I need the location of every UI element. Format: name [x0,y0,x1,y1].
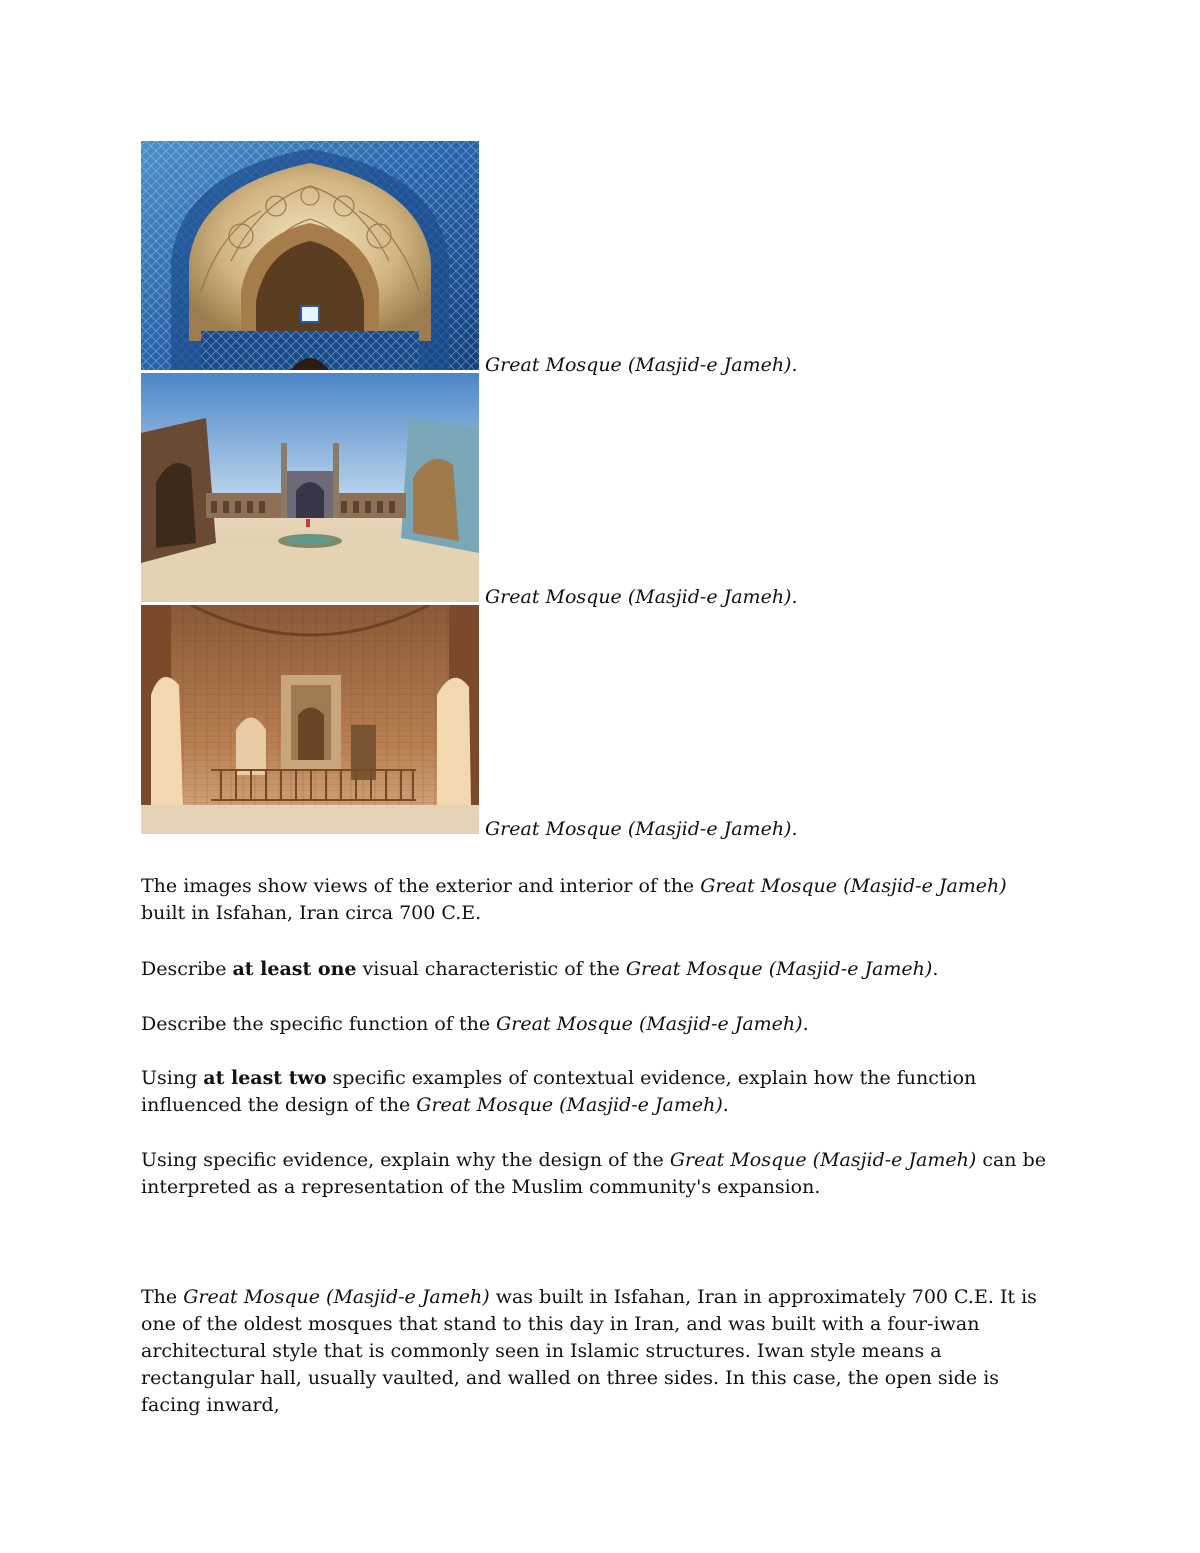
mosque-name-italic: Great Mosque (Masjid-e Jameh) [700,875,1007,897]
figure-1-caption: Great Mosque (Masjid-e Jameh). [485,354,798,376]
courtyard-photo [141,373,479,602]
figure-1 [141,141,1041,376]
question-3 [141,1065,1051,1119]
prompt-intro-text: The images show views of the exterior and interior of the [141,875,701,897]
question-1 [141,956,1051,983]
interior-hall-photo [141,605,479,834]
figure-3-caption: Great Mosque (Masjid-e Jameh). [485,818,798,840]
question-2 [141,1011,1051,1038]
figure-2-caption: Great Mosque (Masjid-e Jameh). [485,586,798,608]
mosque-name-italic: Great Mosque (Masjid-e Jameh) [416,1094,723,1116]
question-2-text: Describe the specific function of the [141,1013,497,1035]
mosque-name-italic: Great Mosque (Masjid-e Jameh) [669,1149,977,1171]
question-1-text-mid: visual characteristic of the [356,958,626,980]
question-3-period: . [722,1094,729,1116]
question-1-bold: at least one [232,958,357,980]
question-4-text: Using specific evidence, explain why the design of the [141,1149,670,1171]
answer-text-body: was built in Isfahan, Iran in approximately 700 C.E. It is one of the oldest mosques that stand to this day in Iran, and was built with a four-iwan architectural style that is commonly seen in Islamic structures. Iwan style means a rectangular hall, usually vaulted, and walled on three sides. In this case, the open side is facing inward, [141,1286,1037,1416]
question-1-text: Describe [141,958,233,980]
answer-text: The [141,1286,184,1308]
question-3-text-mid: specific examples of contextual evidence, explain how the function influenced the design of the [141,1067,977,1116]
iwan-vault-photo [141,141,479,370]
question-4-text-end: can be interpreted as a representation of the Muslim community's expansion. [141,1149,1046,1198]
question-3-bold: at least two [203,1067,327,1089]
mosque-name-italic: Great Mosque (Masjid-e Jameh) [625,958,933,980]
answer-paragraph [141,1284,1051,1419]
prompt-intro-text-end: built in Isfahan, Iran circa 700 C.E. [141,902,482,924]
mosque-name-italic: Great Mosque (Masjid-e Jameh) [183,1286,490,1308]
question-4 [141,1147,1051,1201]
prompt-intro [141,873,1051,927]
question-2-period: . [802,1013,809,1035]
figure-2 [141,373,1041,608]
figure-3 [141,605,1041,840]
question-1-period: . [932,958,939,980]
question-3-text: Using [141,1067,204,1089]
mosque-name-italic: Great Mosque (Masjid-e Jameh) [496,1013,803,1035]
